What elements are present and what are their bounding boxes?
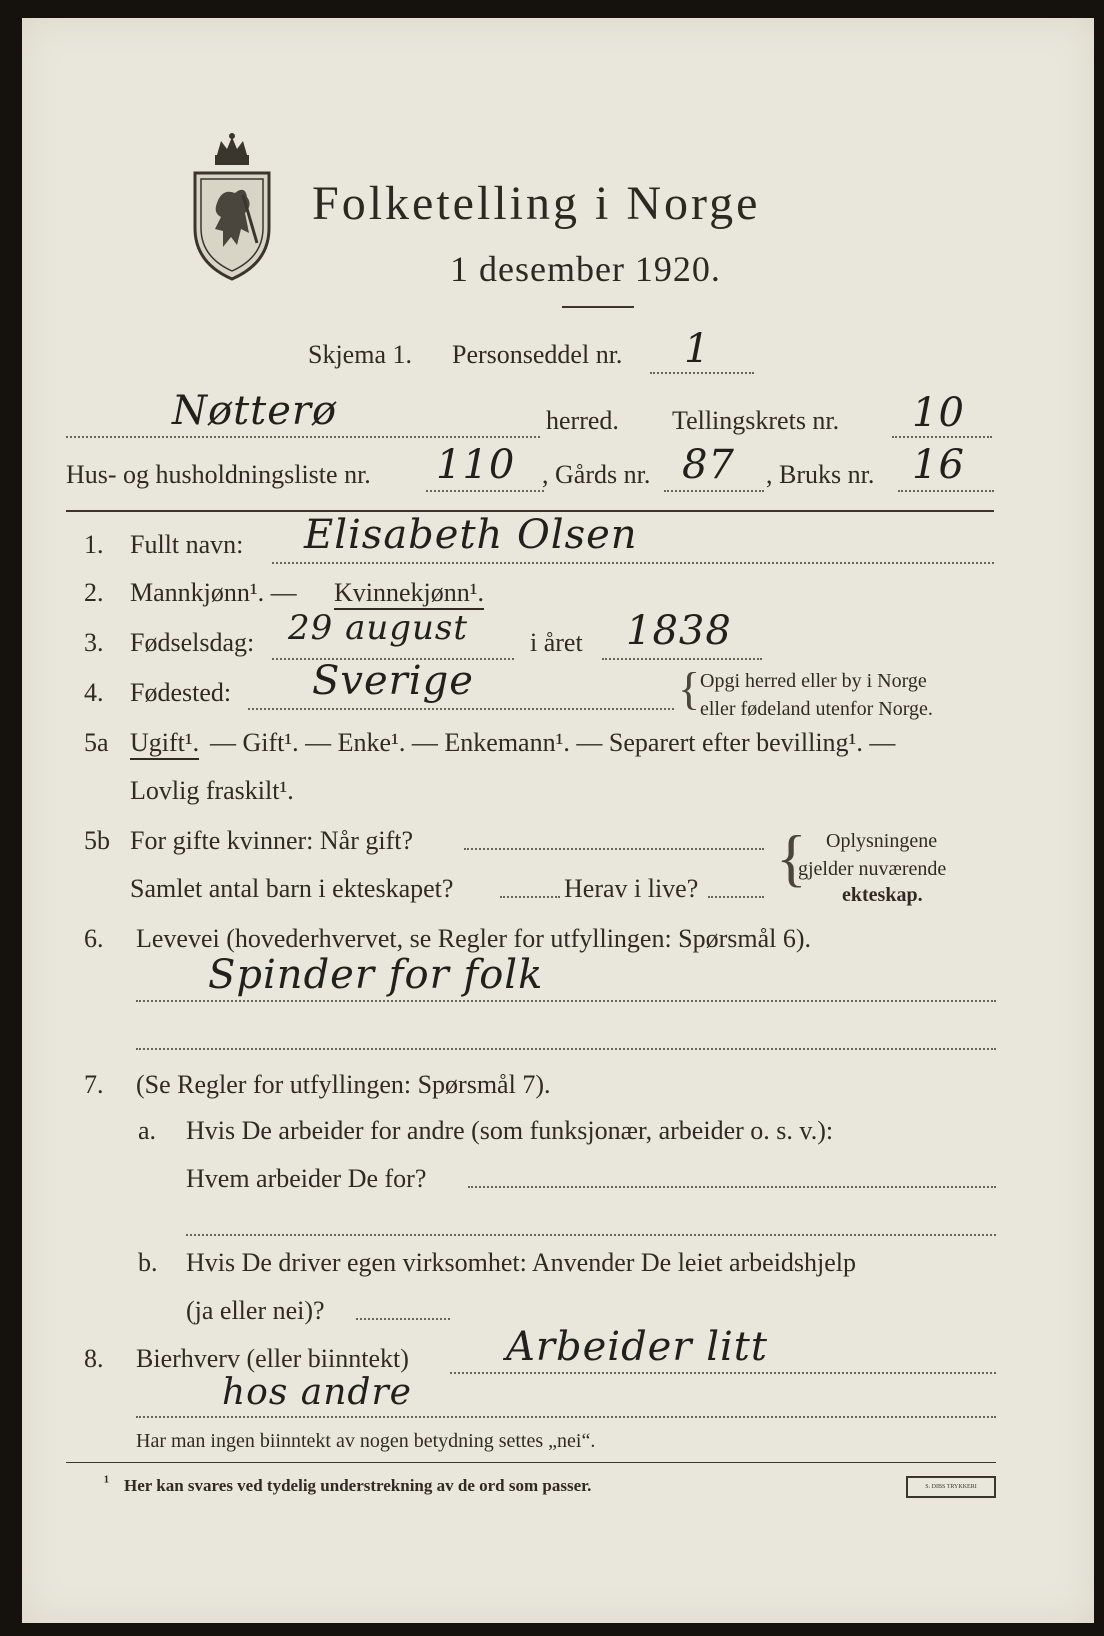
- q7b-letter: b.: [138, 1248, 158, 1277]
- birth-year-value: 1838: [626, 608, 732, 654]
- birthplace-line: [248, 708, 674, 710]
- birthday-value: 29 august: [288, 608, 469, 648]
- married-when-label: For gifte kvinner: Når gift?: [130, 826, 414, 855]
- herred-label: herred.: [546, 406, 619, 435]
- title-divider: [562, 306, 634, 308]
- birthday-label: Fødselsdag:: [130, 628, 255, 657]
- q5a-number: 5a: [84, 728, 109, 757]
- bruks-line: [898, 490, 994, 492]
- tellingskrets-label: Tellingskrets nr.: [672, 406, 840, 435]
- status-other-options: — Gift¹. — Enke¹. — Enkemann¹. — Separert efter bevilling¹. —: [210, 728, 896, 757]
- q7a-letter: a.: [138, 1116, 157, 1145]
- employer-line-2: [186, 1234, 996, 1236]
- q3-number: 3.: [84, 628, 104, 657]
- side-income-value-line2: hos andre: [222, 1372, 412, 1413]
- q5b-number: 5b: [84, 826, 110, 855]
- children-alive-line: [708, 896, 764, 898]
- hus-value: 110: [436, 442, 516, 488]
- employer-label: Hvem arbeider De for?: [186, 1164, 427, 1193]
- occupation-label: Levevei (hovederhvervet, se Regler for utfyllingen: Spørsmål 6).: [136, 924, 812, 953]
- occupation-line-1: [136, 1000, 996, 1002]
- form-date: 1 desember 1920.: [450, 249, 721, 289]
- tellingskrets-line: [892, 436, 992, 438]
- printer-stamp: S. DIBS TRYKKERI: [906, 1476, 996, 1498]
- personseddel-line: [650, 372, 754, 374]
- occupation-value: Spinder for folk: [208, 952, 544, 998]
- personseddel-label: Personseddel nr.: [452, 340, 623, 369]
- bruks-value: 16: [912, 442, 965, 488]
- hus-line: [426, 490, 544, 492]
- full-name-value: Elisabeth Olsen: [304, 512, 638, 558]
- birthplace-note-line1: Opgi herred eller by i Norge: [700, 670, 927, 692]
- gender-female-option: Kvinnekjønn¹.: [334, 578, 484, 610]
- gards-value: 87: [682, 442, 735, 488]
- marriage-note-brace: {: [776, 822, 807, 893]
- q6-number: 6.: [84, 924, 104, 953]
- q7a-text: Hvis De arbeider for andre (som funksjonær, arbeider o. s. v.):: [186, 1116, 834, 1145]
- birth-year-line: [602, 658, 762, 660]
- status-divorced-option: Lovlig fraskilt¹.: [130, 776, 294, 805]
- gards-line: [664, 490, 764, 492]
- married-when-line: [464, 848, 764, 850]
- bruks-label: , Bruks nr.: [766, 460, 875, 489]
- employer-line-1: [468, 1186, 996, 1188]
- children-count-line: [500, 896, 560, 898]
- form-title: Folketelling i Norge: [312, 177, 761, 230]
- hus-label: Hus- og husholdningsliste nr.: [66, 460, 371, 489]
- birthplace-value: Sverige: [312, 658, 474, 704]
- q7-number: 7.: [84, 1070, 104, 1099]
- birthplace-note-brace: {: [678, 663, 701, 714]
- marriage-note-line2: gjelder nuværende: [798, 858, 947, 880]
- status-unmarried-option: Ugift¹.: [130, 728, 199, 760]
- q2-number: 2.: [84, 578, 104, 607]
- children-count-label: Samlet antal barn i ekteskapet?: [130, 874, 454, 903]
- side-income-line-2: [136, 1416, 996, 1418]
- full-name-line: [272, 562, 994, 564]
- marriage-note-line1: Oplysningene: [826, 830, 938, 852]
- q7-label: (Se Regler for utfyllingen: Spørsmål 7).: [136, 1070, 551, 1099]
- birthplace-label: Fødested:: [130, 678, 232, 707]
- birthplace-note-line2: eller fødeland utenfor Norge.: [700, 698, 933, 720]
- tellingskrets-value: 10: [912, 390, 965, 436]
- q7b-text: Hvis De driver egen virksomhet: Anvender De leiet arbeidshjelp: [186, 1248, 857, 1277]
- footnote-divider: [66, 1462, 996, 1463]
- hired-help-line: [356, 1318, 450, 1320]
- herred-value: Nøtterø: [172, 388, 338, 434]
- full-name-label: Fullt navn:: [130, 530, 244, 559]
- norway-coat-of-arms-icon: [187, 133, 277, 288]
- personseddel-value: 1: [684, 326, 711, 372]
- q8-number: 8.: [84, 1344, 104, 1373]
- gender-male-option: Mannkjønn¹. —: [130, 578, 297, 607]
- q1-number: 1.: [84, 530, 104, 559]
- gards-label: , Gårds nr.: [542, 460, 651, 489]
- hired-help-label: (ja eller nei)?: [186, 1296, 325, 1325]
- side-income-line-1: [450, 1372, 996, 1374]
- occupation-line-2: [136, 1048, 996, 1050]
- side-income-note: Har man ingen biinntekt av nogen betydning settes „nei“.: [136, 1430, 596, 1452]
- birth-year-label: i året: [530, 628, 583, 657]
- side-income-label: Bierhverv (eller biinntekt): [136, 1344, 409, 1373]
- q4-number: 4.: [84, 678, 104, 707]
- schema-label: Skjema 1.: [308, 340, 412, 369]
- marriage-note-line3: ekteskap.: [842, 884, 923, 906]
- herred-line: [66, 436, 540, 438]
- footnote-mark: ¹: [104, 1472, 110, 1491]
- children-alive-label: Herav i live?: [564, 874, 699, 903]
- footnote-text: Her kan svares ved tydelig understrekning av de ord som passer.: [124, 1476, 592, 1495]
- side-income-value-line1: Arbeider litt: [506, 1324, 768, 1370]
- census-form-page: [22, 18, 1094, 1623]
